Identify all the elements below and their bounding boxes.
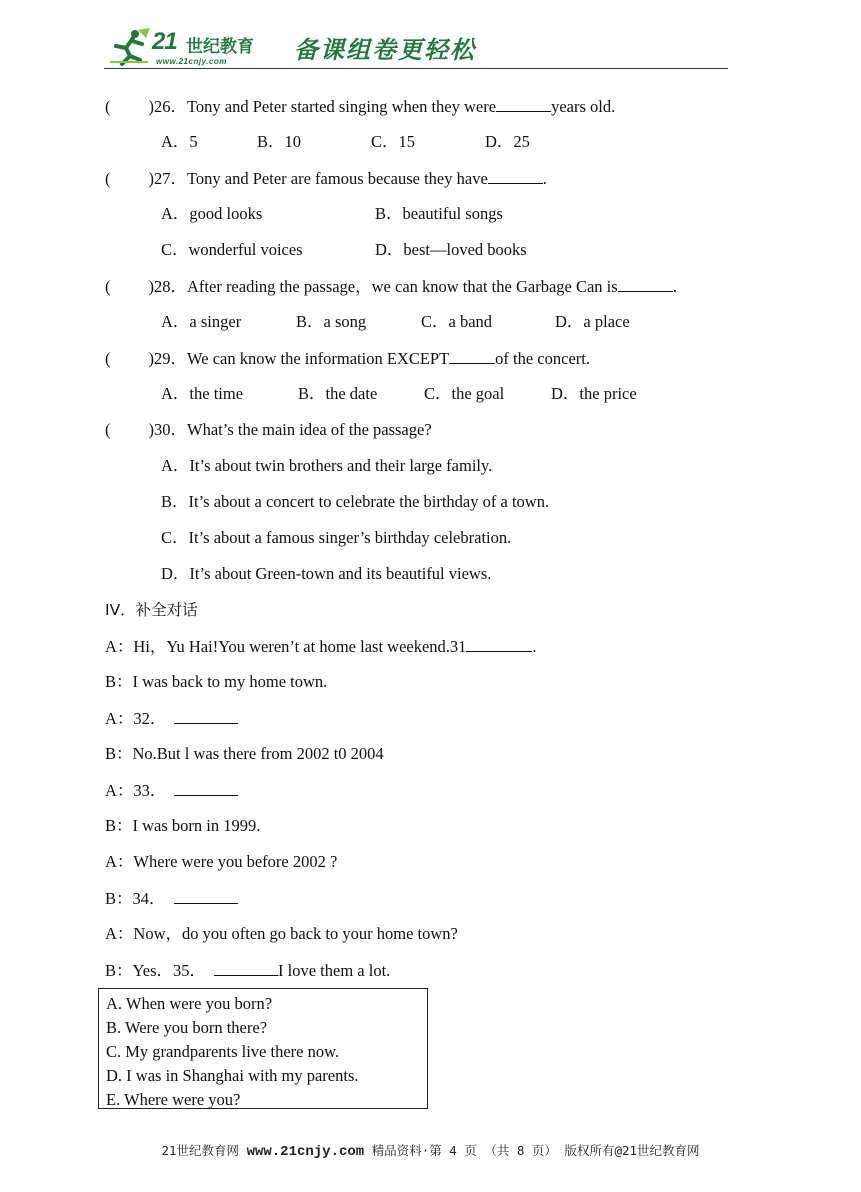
fill-blank[interactable] — [488, 168, 543, 184]
footer-url[interactable]: www.21cnjy.com — [246, 1144, 365, 1160]
option-b[interactable]: B．the date — [298, 384, 378, 403]
dialogue-line — [105, 816, 260, 836]
dialogue-line — [105, 924, 458, 944]
box-option-d: D. I was in Shanghai with my parents. — [106, 1066, 359, 1085]
answer-paren-close: ) — [148, 169, 154, 188]
fill-blank[interactable] — [449, 348, 495, 364]
option-c[interactable]: C．wonderful voices — [161, 240, 303, 259]
question-stem-end: . — [672, 277, 677, 296]
speaker-label: B： — [105, 816, 133, 835]
question-number: 28 — [154, 277, 171, 296]
dialogue-line: A：Hi，Yu Hai!You weren’t at home last weekend.31 . — [105, 637, 537, 656]
speaker-label: B： — [105, 672, 133, 691]
option-a[interactable]: A．It’s about twin brothers and their large family. — [161, 456, 493, 475]
box-option-a: A. When were you born? — [106, 994, 273, 1013]
logo-name: 世纪教育 — [186, 37, 254, 57]
speaker-label: A： — [105, 781, 134, 800]
dialogue-text: Now，do you often go back to your home town? — [133, 924, 458, 943]
option-b[interactable]: B．It’s about a concert to celebrate the birthday of a town. — [161, 492, 550, 511]
question-number: 29 — [154, 349, 171, 368]
answer-paren-close: ) — [148, 349, 154, 368]
footer-prefix: 21世纪教育网 — [161, 1143, 240, 1158]
option-d[interactable]: D．25 — [485, 132, 530, 151]
answer-paren-open: ( — [105, 169, 111, 188]
question-stem-end: years old. — [551, 97, 616, 116]
box-option-e: E. Where were you? — [106, 1090, 241, 1109]
option-b[interactable]: B．10 — [257, 132, 302, 151]
option-c[interactable]: C．15 — [371, 132, 416, 151]
option-a[interactable]: A．the time — [161, 384, 244, 403]
logo-number: 21 — [152, 28, 177, 55]
speaker-label: A： — [105, 709, 134, 728]
option-d[interactable]: D．best—loved books — [375, 240, 527, 259]
fill-blank[interactable] — [174, 780, 238, 796]
header-slogan: 备课组卷更轻松 — [294, 36, 476, 64]
dialogue-text: No.But l was there from 2002 t0 2004 — [132, 744, 384, 763]
option-c[interactable]: C．It’s about a famous singer’s birthday celebration. — [161, 528, 512, 547]
option-a[interactable]: A．5 — [161, 132, 198, 151]
dialogue-text: 34． — [132, 889, 166, 908]
fill-blank[interactable] — [618, 276, 673, 292]
page-footer — [0, 1141, 861, 1160]
speaker-label: B： — [105, 889, 133, 908]
dialogue-line — [105, 744, 384, 764]
question-30: ( )30．What’s the main idea of the passage? — [105, 420, 432, 439]
dialogue-line: B：Yes．35． I love them a lot. — [105, 961, 391, 980]
dialogue-text: Yes．35． — [132, 961, 207, 980]
question-number: 30 — [154, 420, 171, 439]
section-title: IV．补全对话 — [105, 601, 198, 619]
speaker-label: B： — [105, 961, 133, 980]
answer-paren-close: ) — [148, 97, 154, 116]
fill-blank[interactable] — [466, 636, 532, 652]
question-stem-end: . — [542, 169, 547, 188]
answer-options-box — [98, 988, 428, 1109]
speaker-label: A： — [105, 924, 134, 943]
footer-suffix: 精品资料·第 4 页 （共 8 页） 版权所有@21世纪教育网 — [371, 1143, 700, 1158]
answer-paren-close: ) — [148, 277, 154, 296]
dialogue-line — [105, 888, 238, 909]
dialogue-line — [105, 708, 238, 729]
question-26: ( )26．Tony and Peter started singing when they were years old. — [105, 97, 616, 116]
dialogue-line — [105, 780, 238, 801]
dialogue-text: I was back to my home town. — [132, 672, 328, 691]
option-b[interactable]: B．a song — [296, 312, 367, 331]
box-option-b: B. Were you born there? — [106, 1018, 268, 1037]
fill-blank[interactable] — [496, 96, 551, 112]
fill-blank[interactable] — [174, 708, 238, 724]
option-d[interactable]: D．a place — [555, 312, 630, 331]
dialogue-text: Where were you before 2002 ? — [133, 852, 338, 871]
speaker-label: A： — [105, 637, 134, 656]
speaker-label: A： — [105, 852, 134, 871]
dialogue-text: I was born in 1999. — [132, 816, 261, 835]
option-c[interactable]: C．a band — [421, 312, 493, 331]
box-option-c: C. My grandparents live there now. — [106, 1042, 340, 1061]
option-b[interactable]: B．beautiful songs — [375, 204, 503, 223]
answer-paren-open: ( — [105, 420, 111, 439]
question-number: 26 — [154, 97, 171, 116]
speaker-label: B： — [105, 744, 133, 763]
answer-paren-open: ( — [105, 349, 111, 368]
page-header — [104, 26, 728, 70]
option-a[interactable]: A．a singer — [161, 312, 242, 331]
question-28: ( )28．After reading the passage，we can know that the Garbage Can is . — [105, 277, 677, 296]
running-man-logo-icon — [108, 26, 154, 66]
answer-paren-open: ( — [105, 97, 111, 116]
logo-url: www.21cnjy.com — [156, 57, 227, 66]
dialogue-line — [105, 852, 337, 872]
question-stem-end: of the concert. — [495, 349, 590, 368]
dialogue-line — [105, 672, 327, 692]
header-divider — [104, 68, 728, 69]
fill-blank[interactable] — [214, 960, 278, 976]
option-a[interactable]: A．good looks — [161, 204, 263, 223]
question-stem: After reading the passage，we can know that the Garbage Can is — [187, 277, 618, 296]
option-d[interactable]: D．It’s about Green-town and its beautiful views. — [161, 564, 492, 583]
dialogue-text: Hi，Yu Hai!You weren’t at home last weekend.31 — [133, 637, 467, 656]
question-stem: What’s the main idea of the passage? — [187, 420, 432, 439]
question-number: 27 — [154, 169, 171, 188]
dialogue-text: 33． — [133, 781, 167, 800]
dialogue-text: 32． — [133, 709, 167, 728]
answer-paren-close: ) — [148, 420, 154, 439]
question-stem: Tony and Peter started singing when they were — [187, 97, 497, 116]
option-c[interactable]: C．the goal — [424, 384, 505, 403]
question-stem: We can know the information EXCEPT — [187, 349, 450, 368]
question-27: ( )27．Tony and Peter are famous because they have . — [105, 169, 547, 188]
question-29: ( )29．We can know the information EXCEPT of the concert. — [105, 349, 590, 368]
fill-blank[interactable] — [174, 888, 238, 904]
option-d[interactable]: D．the price — [551, 384, 637, 403]
answer-paren-open: ( — [105, 277, 111, 296]
question-stem: Tony and Peter are famous because they have — [187, 169, 488, 188]
